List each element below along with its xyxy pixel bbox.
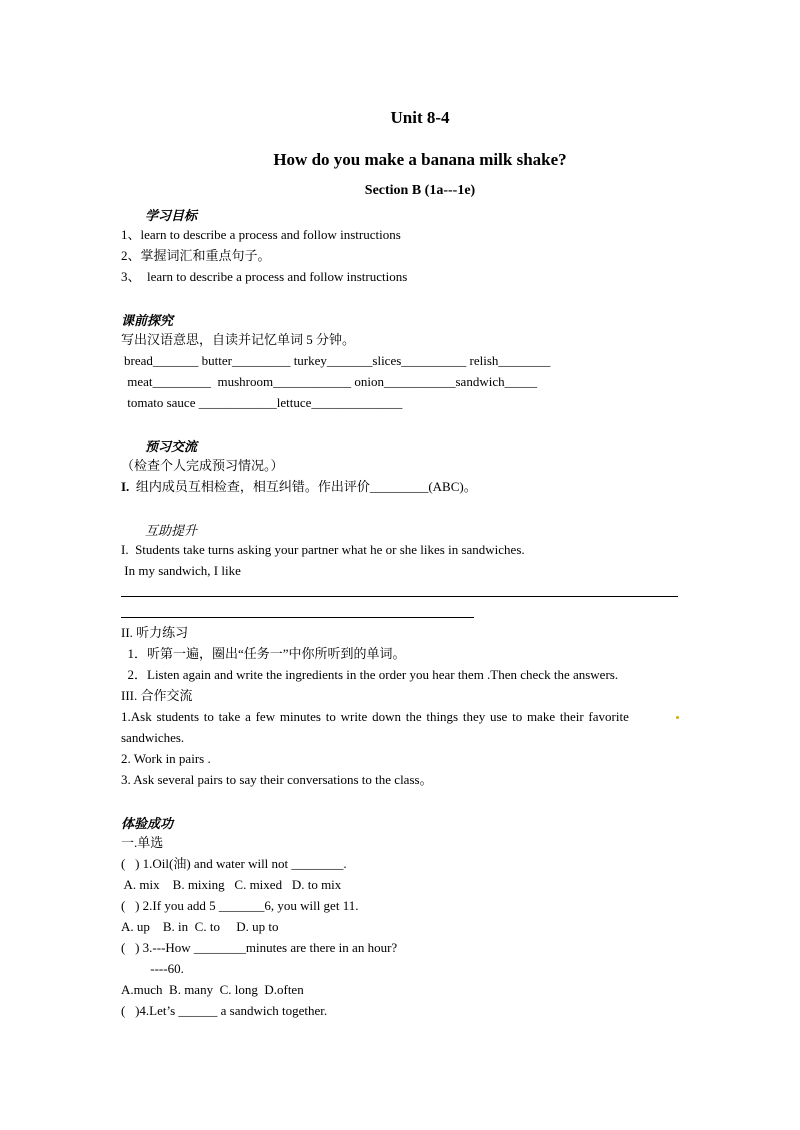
listening-item: 1．听第一遍，圈出“任务一”中你所听到的单词。 [121,646,406,661]
vocab-line: bread_______ butter_________ turkey_______slices__________ relish________ [124,353,551,368]
goal-item: 2、掌握词汇和重点句子。 [121,248,271,263]
exchange-item-number: I. [121,479,130,494]
question-options: A.much B. many C. long D.often [121,982,304,997]
preview-heading: 课前探究 [121,313,174,328]
answer-line [121,596,678,597]
success-subheading: 一.单选 [121,835,164,850]
coop-item: sandwiches. [121,730,185,745]
question-line: ( ) 2.If you add 5 _______6, you will get 11. [121,898,359,913]
success-heading: 体验成功 [121,816,174,831]
exchange-note: （检查个人完成预习情况。） [121,458,284,473]
mutual-heading: 互助提升 [145,523,198,538]
exchange-item-text: 组内成员互相检查，相互纠错。作出评价_________(ABC)。 [135,479,477,494]
coop-item: 3. Ask several pairs to say their conversations to the class。 [121,772,433,787]
answer-line [121,617,474,618]
listening-item: 2．Listen again and write the ingredients in the order you hear them .Then check the answers. [121,667,619,682]
mutual-line: In my sandwich, I like [121,563,241,578]
coop-item: 1.Ask students to take a few minutes to write down the things they use to make their favorite [121,709,629,724]
lesson-title: How do you make a banana milk shake? [273,150,567,169]
goals-heading: 学习目标 [145,208,198,223]
question-line: ( ) 3.---How ________minutes are there in an hour? [121,940,398,955]
section-title: Section B (1a---1e) [364,183,476,198]
goal-item: 3、 learn to describe a process and follow instructions [121,269,408,284]
exchange-item [121,478,477,496]
mutual-line: I. Students take turns asking your partner what he or she likes in sandwiches. [121,542,525,557]
exchange-heading: 预习交流 [145,439,198,454]
goal-item: 1、learn to describe a process and follow instructions [121,227,401,242]
coop-item: 2. Work in pairs . [121,751,211,766]
question-line: ( )4.Let’s ______ a sandwich together. [121,1003,328,1018]
listening-heading: II. 听力练习 [121,625,189,640]
vocab-line: tomato sauce ____________lettuce______________ [124,395,403,410]
question-answer: ----60. [121,961,184,976]
highlight-dot [676,716,679,719]
question-line: ( ) 1.Oil(油) and water will not ________. [121,856,347,871]
unit-title: Unit 8-4 [390,108,450,127]
question-options: A. mix B. mixing C. mixed D. to mix [121,877,342,892]
preview-instruction: 写出汉语意思，自读并记忆单词 5 分钟。 [121,332,356,347]
vocab-line: meat_________ mushroom____________ onion___________sandwich_____ [124,374,538,389]
coop-heading: III. 合作交流 [121,688,193,703]
question-options: A. up B. in C. to D. up to [121,919,279,934]
